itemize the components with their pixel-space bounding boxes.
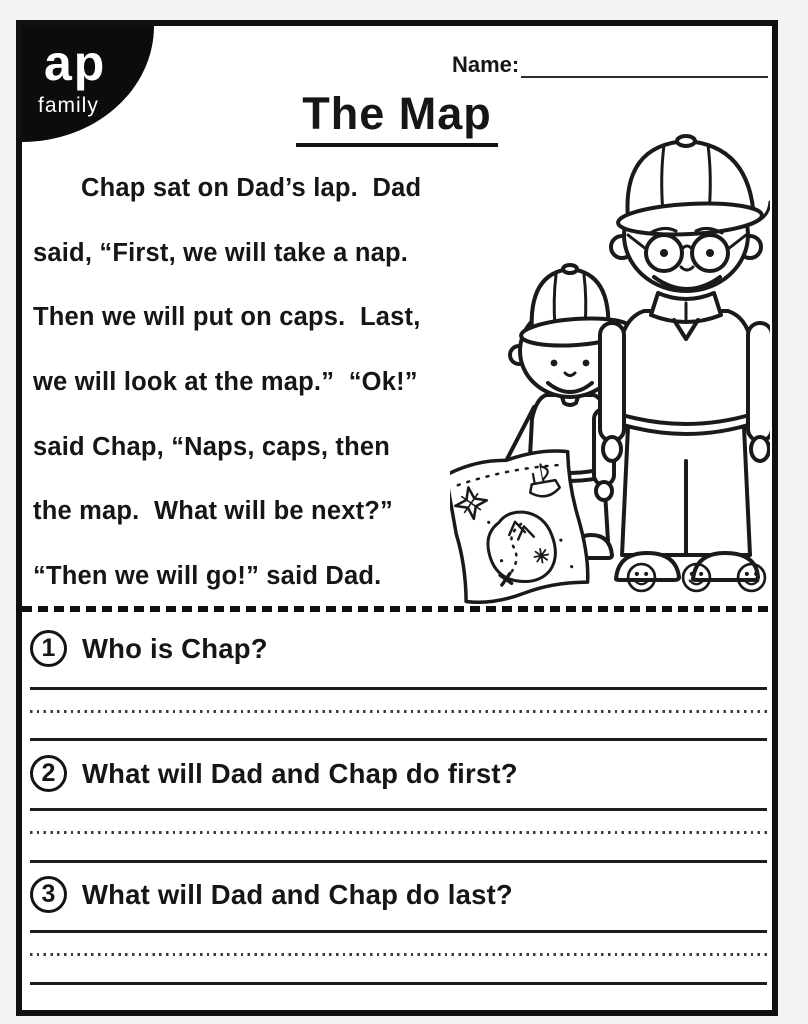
badge-family-text: family [38,94,99,117]
question-text: What will Dad and Chap do last? [82,878,513,910]
answer-line-solid [30,687,767,690]
question-number-circle: 1 [30,630,67,667]
answer-line-solid [30,808,767,811]
smiley-icon [736,562,767,593]
badge-ap-text: ap [44,35,107,91]
answer-line-solid [30,982,767,985]
smiley-icon [626,562,657,593]
dad-figure [600,136,770,580]
smiley-icon [681,562,712,593]
question-number-circle: 3 [30,876,67,913]
question-2 [30,755,518,792]
name-label: Name: [452,52,520,77]
dashed-separator [22,606,772,612]
passage-line: said Chap, “Naps, caps, then [33,432,391,461]
passage-line: the map. What will be next?” [33,497,393,526]
passage-line: said, “First, we will take a nap. [33,238,409,267]
answer-line-dotted [30,710,767,713]
name-blank-line [521,52,768,78]
passage-line: Then we will put on caps. Last, [33,303,421,332]
reading-passage [33,156,503,609]
answer-line-solid [30,738,767,741]
answer-line-dotted [30,831,767,834]
question-number-circle: 2 [30,755,67,792]
question-text: What will Dad and Chap do first? [82,757,518,789]
name-row [452,52,768,78]
smiley-row [626,562,767,593]
question-text: Who is Chap? [82,632,268,664]
answer-line-solid [30,860,767,863]
passage-line: we will look at the map.” “Ok!” [33,368,418,397]
worksheet-page [16,20,778,1016]
answer-line-solid [30,930,767,933]
passage-line: “Then we will go!” said Dad. [33,562,382,591]
passage-line: Chap sat on Dad’s lap. Dad [81,174,422,202]
question-1 [30,630,268,667]
answer-line-dotted [30,953,767,956]
page-title: The Map [296,88,498,147]
question-3 [30,876,513,913]
treasure-map-illustration [450,447,592,606]
dad-and-boy-illustration [450,126,770,608]
